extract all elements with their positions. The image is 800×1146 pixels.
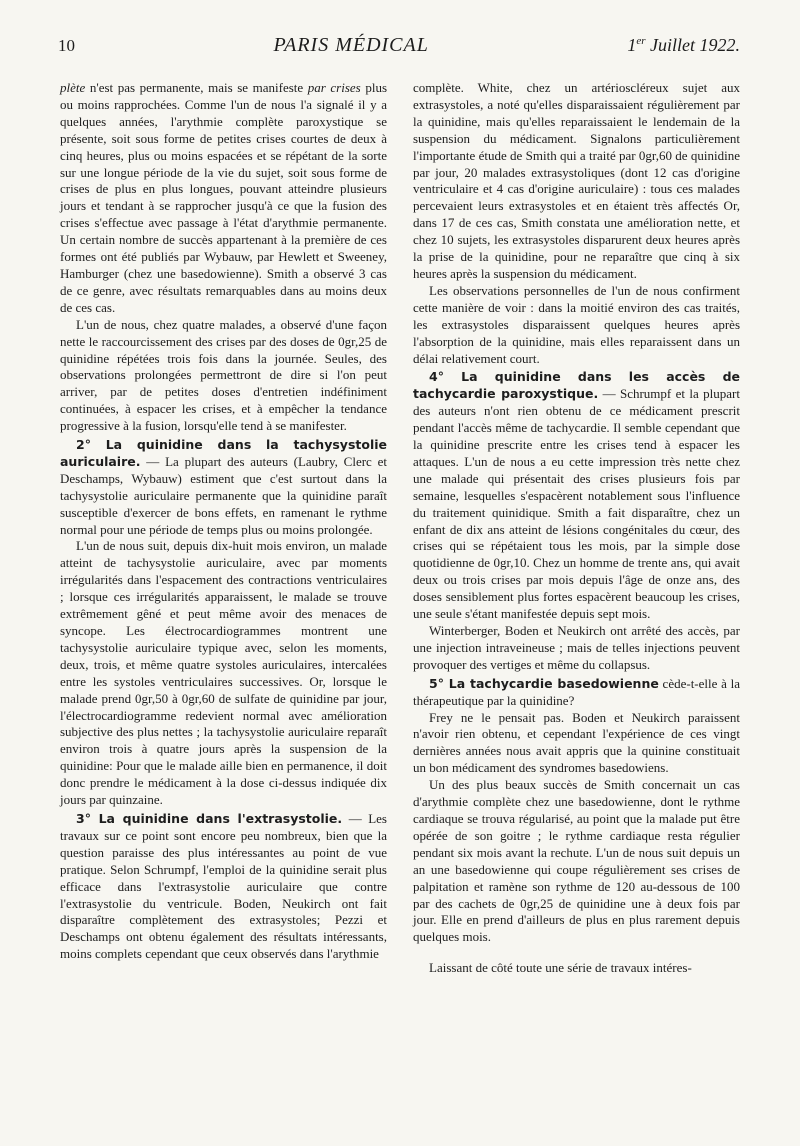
paragraph: Laissant de côté toute une série de travaux intéres-	[429, 960, 692, 976]
left-column	[60, 80, 387, 1136]
paragraph: L'un de nous suit, depuis dix-huit mois environ, un malade atteint de tachysystolie auriculaire, avec par moments irrégularités dans l'espacement des contractions ventriculaires ; lorsque ces irrégularités apparaissent, le malade se trouve extrêmement gêné et peut même avoir des menaces de syncope. Les électrocardiogrammes montrent une tachysystolie auriculaire typique avec, selon les moments, deux, trois, et même quatre systoles auriculaires, intercalées entre les systoles ventriculaires successives. Or, lorsque le malade prend 0gr,50 à 0gr,60 de sulfate de quinidine par jour, l'électrocardiogramme redevient normal avec amélioration subjective des plus nettes ; la tachysystolie auriculaire reparaît environ trois à quatre jours après la suspension de la quinidine: Pour que le malade aille bien en permanence, il doit donc prendre le médicament à la dose ci-dessus indiquée dix jours par quinzaine.	[60, 538, 387, 808]
paragraph: Un des plus beaux succès de Smith concernait un cas d'arythmie complète chez une basedowienne, dont le rythme cardiaque se trouva régularisé, au point que la malade put être opérée de son goitre ; le rythme cardiaque resta régulier pendant six mois avant la rechute. L'un de nous suit depuis un an une basedowienne qui coupe régulièrement ses crises de palpitation et ramène son rythme de 120 au-dessous de 100 par des cachets de 0gr,25 de quinidine une à deux fois par jour. Elle en prend d'ailleurs de plus en plus rarement depuis quelques mois.	[413, 777, 740, 945]
emphasis: plète	[60, 80, 86, 95]
paragraph: plète n'est pas permanente, mais se manifeste par crises plus ou moins rapprochées. Comme l'un de nous l'a signalé il y a quelques années, l'arythmie complète paroxystique se présente, soit sous forme de petites crises courtes de deux à cinq heures, plus ou moins espacées et se répétant de la sorte sur une longue période de la vie du sujet, soit sous forme de crises de plus en plus longues, pouvant atteindre plusieurs jours et tendant à se rapprocher jusqu'à ce que la fusion des crises s'effectue avec passage à l'état d'arythmie permanente. Un certain nombre de succès appartenant à la première de ces formes ont été publiés par Wybauw, par Hewlett et Sweeney, Hamburger (chez une basedowienne). Smith a observé 3 cas de ce genre, avec résultats remarquables dans au moins deux de ces cas.	[60, 80, 388, 315]
paragraph: Les observations personnelles de l'un de nous confirment cette manière de voir : dans la moitié environ des cas traités, les extrasystoles disparaissent quelques heures après l'absorption de la quinidine, mais elles reparaissent dans un délai relativement court.	[413, 282, 740, 366]
section-2: 2° La quinidine dans la tachysystolie auriculaire. — La plupart des auteurs (Laubry, Clerc et Deschamps, Wybauw) estiment que c'est surtout dans la tachysystolie auriculaire permanente que la quinidine paraît susceptible d'exercer de bons effets, en ramenant le rythme normal pour une période de temps plus ou moins prolongée.	[60, 437, 387, 537]
paragraph: Winterberger, Boden et Neukirch ont arrêté des accès, par une injection intraveineuse ; mais de telles injections peuvent provoquer des vertiges et même du collapsus.	[413, 623, 740, 672]
issue-day: 1	[627, 35, 637, 55]
journal-title: PARIS MÉDICAL	[273, 34, 429, 56]
section-title: 2° La quinidine dans la tachysystolie auriculaire.	[60, 437, 387, 469]
section-title: 4° La quinidine dans les accès de tachycardie paroxystique.	[413, 369, 740, 402]
paragraph: Frey ne le pensait pas. Boden et Neukirch paraissent n'avoir rien obtenu, et cependant l'expérience de ces vingt dernières années nous avait appris que la quinine constituait un bon médicament des syndromes basedowiens.	[413, 709, 740, 776]
issue-ordinal: er	[636, 35, 646, 47]
text-columns	[60, 80, 740, 1136]
section-5: 5° La tachycardie basedowienne cède-t-elle à la thérapeutique par la quinidine?	[413, 675, 740, 708]
issue-date	[627, 35, 740, 56]
paragraph: L'un de nous, chez quatre malades, a observé d'une façon nette le raccourcissement des crises par des doses de 0gr,25 de quinidine répétées trois fois dans la journée. Seules, des observations prolongées permettront de dire si l'on peut arriver, par de petites doses d'entretien indéfiniment continuées, à espacer les crises, et à empêcher la tendance progressive à la fusion, lorsqu'elle tend à se manifester.	[60, 316, 387, 434]
section-4: 4° La quinidine dans les accès de tachycardie paroxystique. — Schrumpf et la plupart des auteurs n'ont rien obtenu de ce médicament prescrit pendant l'accès même de tachycardie. Il semble cependant que la quinidine prescrite entre les crises tend à espacer les attaques. L'un de nous a eu cette impression très nette chez une malade qui présentait des crises plusieurs fois par semaine, lesquelles s'espacèrent notablement sous l'influence du traitement quinidique. Smith a fait disparaître, chez un enfant de dix ans atteint de lésions congénitales du cœur, des crises qui se répétaient tous les mois, par la simple dose quotidienne de 0gr,10. Chez un homme de trente ans, qui avait deux ou trois crises par mois depuis l'âge de onze ans, des doses sensiblement plus fortes espacèrent beaucoup les crises, une seule s'étant manifestée depuis sept mois.	[413, 369, 740, 622]
emphasis: par crises	[307, 80, 361, 95]
issue-month-year: Juillet 1922.	[650, 35, 740, 55]
right-column	[413, 80, 740, 1136]
page-number: 10	[58, 36, 75, 55]
section-3: 3° La quinidine dans l'extrasystolie. — Les travaux sur ce point sont encore peu nombreux, bien que la question paraisse des plus intéressantes au point de vue pratique. Selon Schrumpf, l'emploi de la quinidine serait plus efficace dans l'extrasystolie auriculaire que contre l'extrasystolie du ventricule. Boden, Neukirch ont fait disparaître complètement des extrasystoles; Pezzi et Deschamps ont obtenu également des résultats intéressants, moins complets cependant que ceux observés dans l'arythmie	[60, 810, 387, 962]
section-title: 3° La quinidine dans l'extrasystolie.	[76, 810, 343, 826]
section-title: 5° La tachycardie basedowienne	[429, 675, 659, 691]
page-header	[58, 34, 740, 70]
paragraph: complète. White, chez un artérioscléreux sujet aux extrasystoles, a noté qu'elles disparaissaient régulièrement par la quinidine, mais qu'elles reparaissaient le lendemain de la suspension du médicament. Signalons particulièrement l'importante étude de Smith qui a traité par 0gr,60 de quinidine par jour, 20 malades extrasystoliques (dont 12 cas d'origine ventriculaire et 4 cas d'origine auriculaire) : tous ces malades percevaient leurs extrasystoles et en étaient très affectés Or, dans 17 de ces cas, Smith constata une amélioration nette, et chez 10 sujets, les extrasystoles disparurent deux heures après la prise de la quinidine, pour ne reparaître que cinq à six heures après la suspension du médicament.	[413, 80, 740, 281]
